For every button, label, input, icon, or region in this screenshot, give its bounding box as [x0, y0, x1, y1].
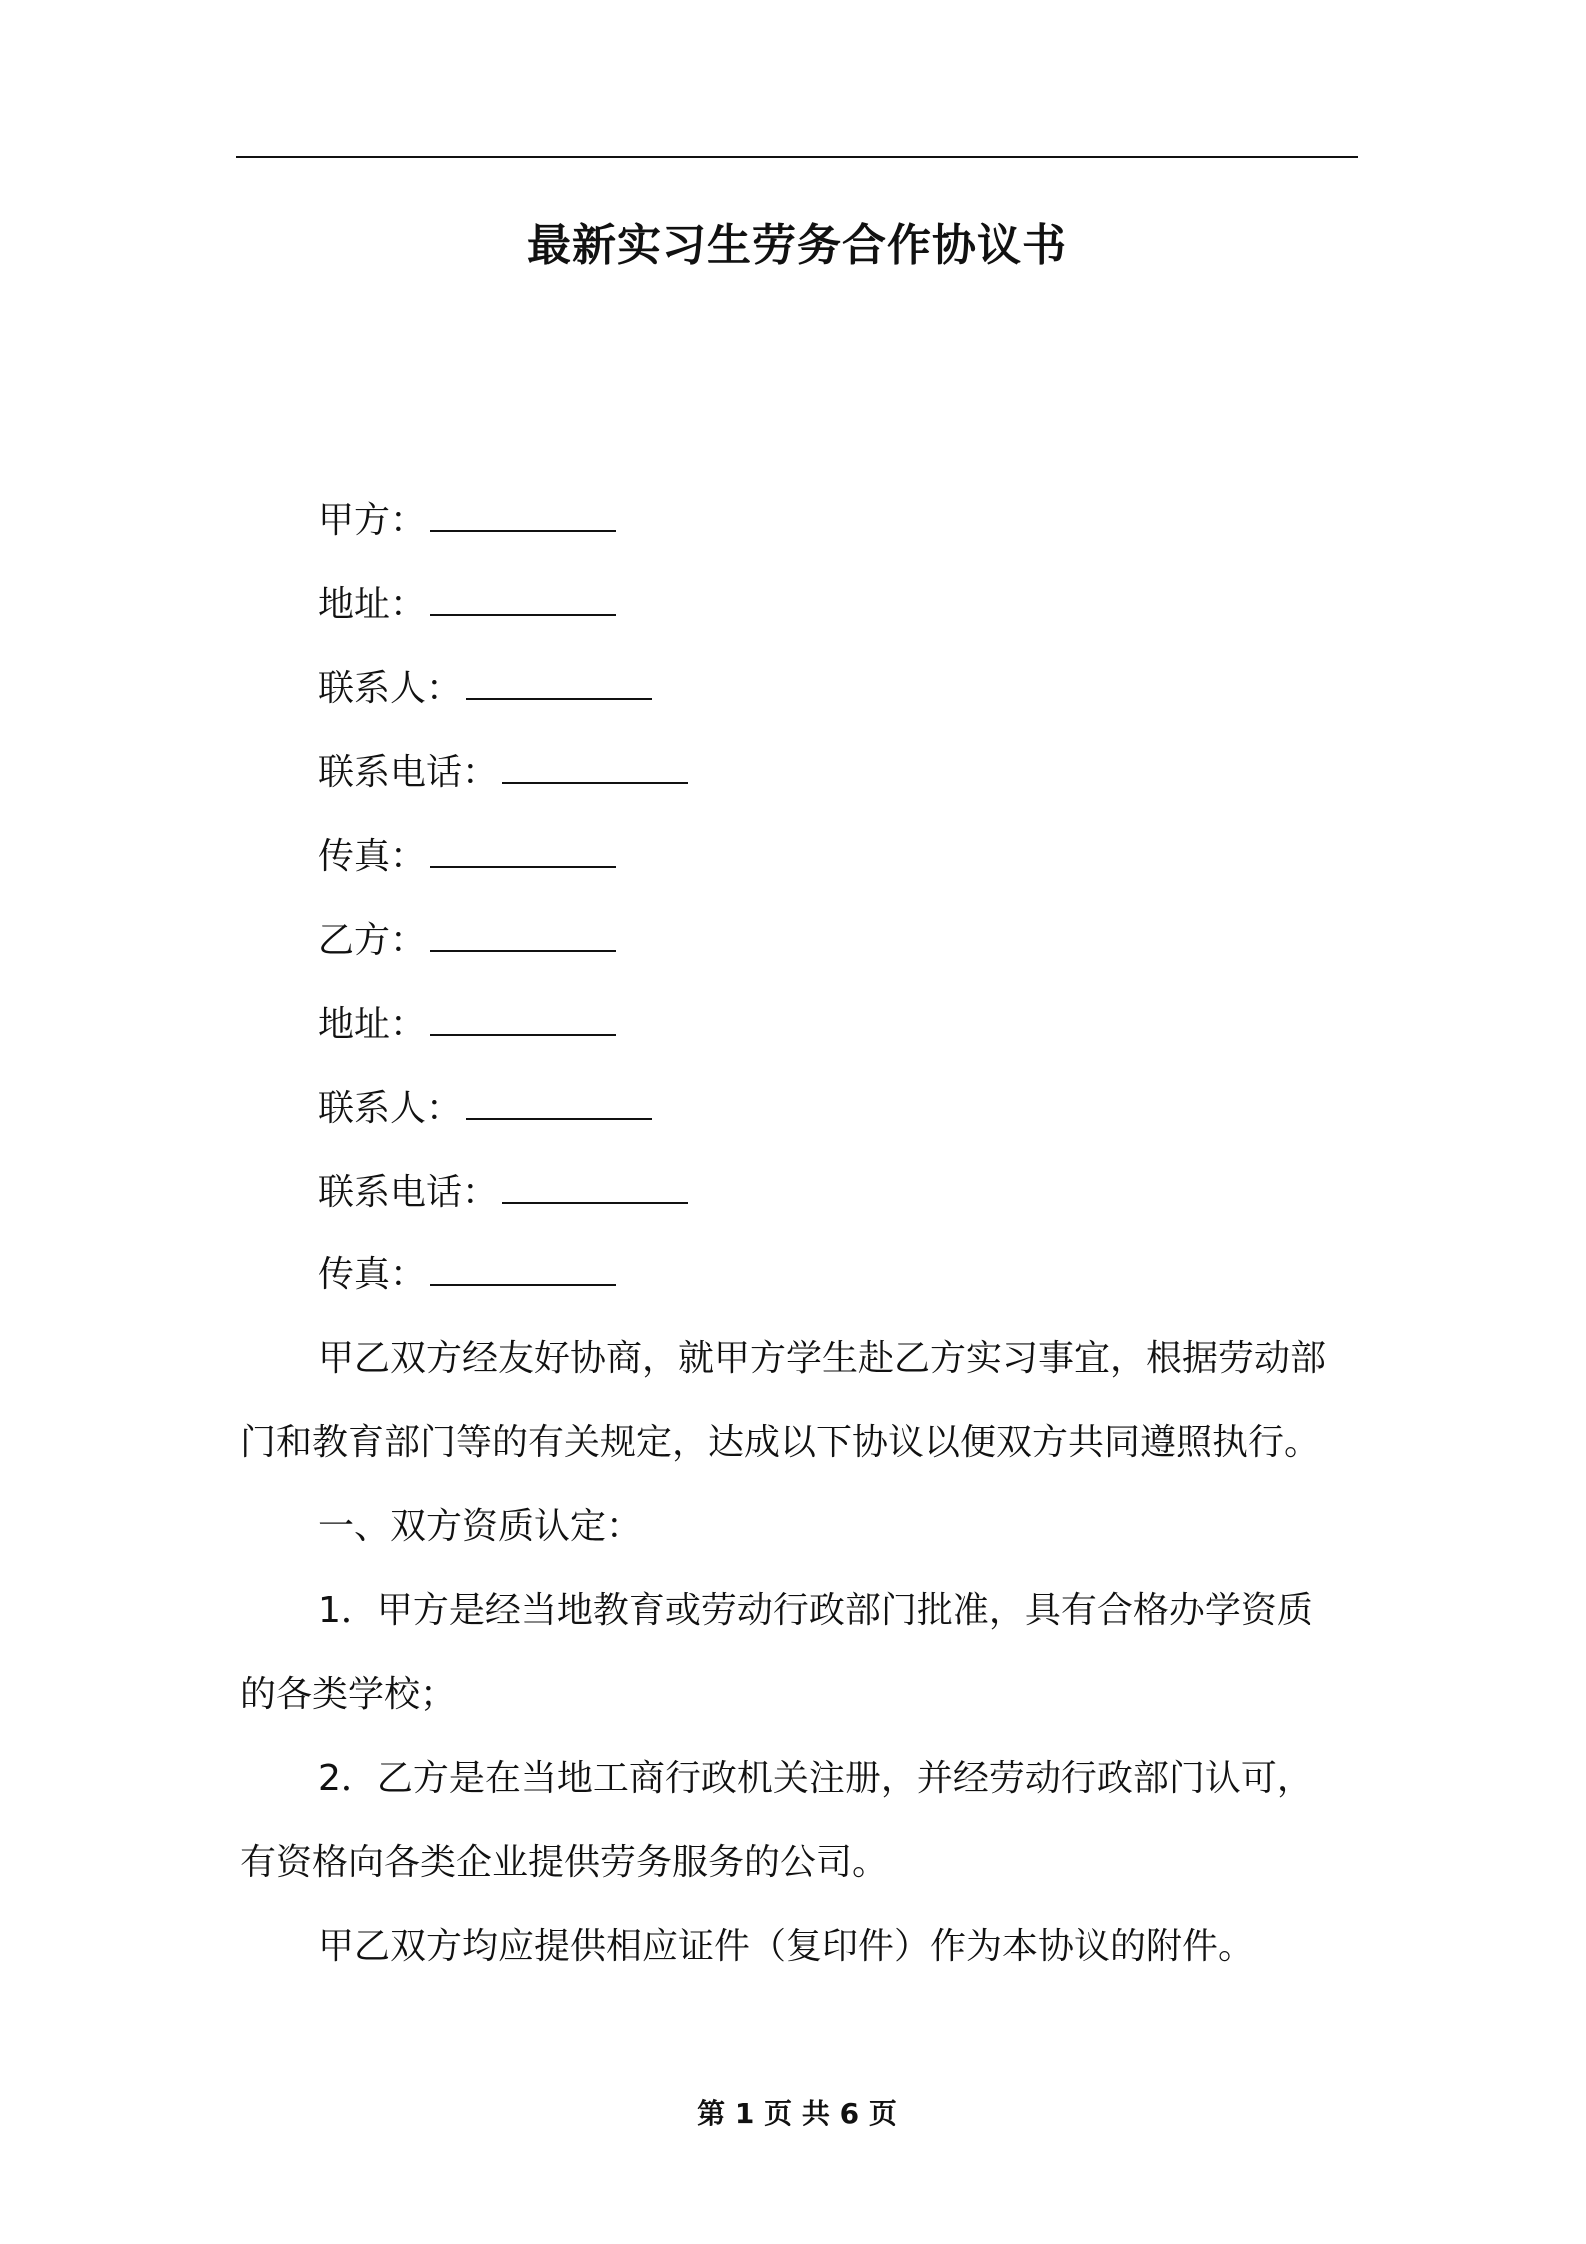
party-b-phone-label: 联系电话： — [318, 1172, 499, 1213]
party-b-name-label: 乙方： — [318, 920, 427, 961]
party-b-fax-blank — [430, 1252, 616, 1286]
party-a-phone-label: 联系电话： — [318, 752, 499, 793]
document-title: 最新实习生劳务合作协议书 — [527, 220, 1067, 271]
intro-line-1: 甲乙双方经友好协商，就甲方学生赴乙方实习事宜，根据劳动部 — [318, 1338, 1327, 1379]
party-b-fax-label: 传真： — [318, 1254, 427, 1295]
party-a-contact-blank — [466, 666, 652, 700]
party-b-contact-label: 联系人： — [318, 1088, 463, 1129]
party-a-fax-blank — [430, 834, 616, 868]
party-a-address-label: 地址： — [318, 584, 427, 625]
page-number-footer: 第 1 页 共 6 页 — [697, 2097, 897, 2130]
party-a-name-label: 甲方： — [318, 500, 427, 541]
party-b-address-label: 地址： — [318, 1004, 427, 1045]
section-1-heading: 一、双方资质认定： — [318, 1506, 643, 1547]
party-b-name-blank — [430, 918, 616, 952]
section-1-item-2-line-2: 有资格向各类企业提供劳务服务的公司。 — [240, 1842, 889, 1883]
party-b-fax-field — [318, 1250, 616, 1300]
section-1-item-1-line-1: 1．甲方是经当地教育或劳动行政部门批准，具有合格办学资质 — [318, 1590, 1313, 1631]
intro-line-2: 门和教育部门等的有关规定，达成以下协议以便双方共同遵照执行。 — [240, 1422, 1321, 1463]
party-a-address-field — [318, 580, 616, 630]
party-b-address-field — [318, 1000, 616, 1050]
party-b-phone-blank — [502, 1170, 688, 1204]
party-b-contact-blank — [466, 1086, 652, 1120]
party-b-phone-field — [318, 1168, 688, 1218]
section-1-item-1-line-2: 的各类学校； — [240, 1674, 457, 1715]
party-a-phone-blank — [502, 750, 688, 784]
party-a-contact-label: 联系人： — [318, 668, 463, 709]
party-a-fax-field — [318, 832, 616, 882]
section-1-item-2-line-1: 2．乙方是在当地工商行政机关注册，并经劳动行政部门认可， — [318, 1758, 1313, 1799]
party-a-name-field — [318, 496, 616, 546]
party-b-contact-field — [318, 1084, 652, 1134]
party-b-address-blank — [430, 1002, 616, 1036]
section-1-closing: 甲乙双方均应提供相应证件（复印件）作为本协议的附件。 — [318, 1926, 1255, 1967]
header-rule — [236, 156, 1358, 158]
party-a-contact-field — [318, 664, 652, 714]
party-a-name-blank — [430, 498, 616, 532]
party-b-name-field — [318, 916, 616, 966]
party-a-phone-field — [318, 748, 688, 798]
party-a-fax-label: 传真： — [318, 836, 427, 877]
party-a-address-blank — [430, 582, 616, 616]
